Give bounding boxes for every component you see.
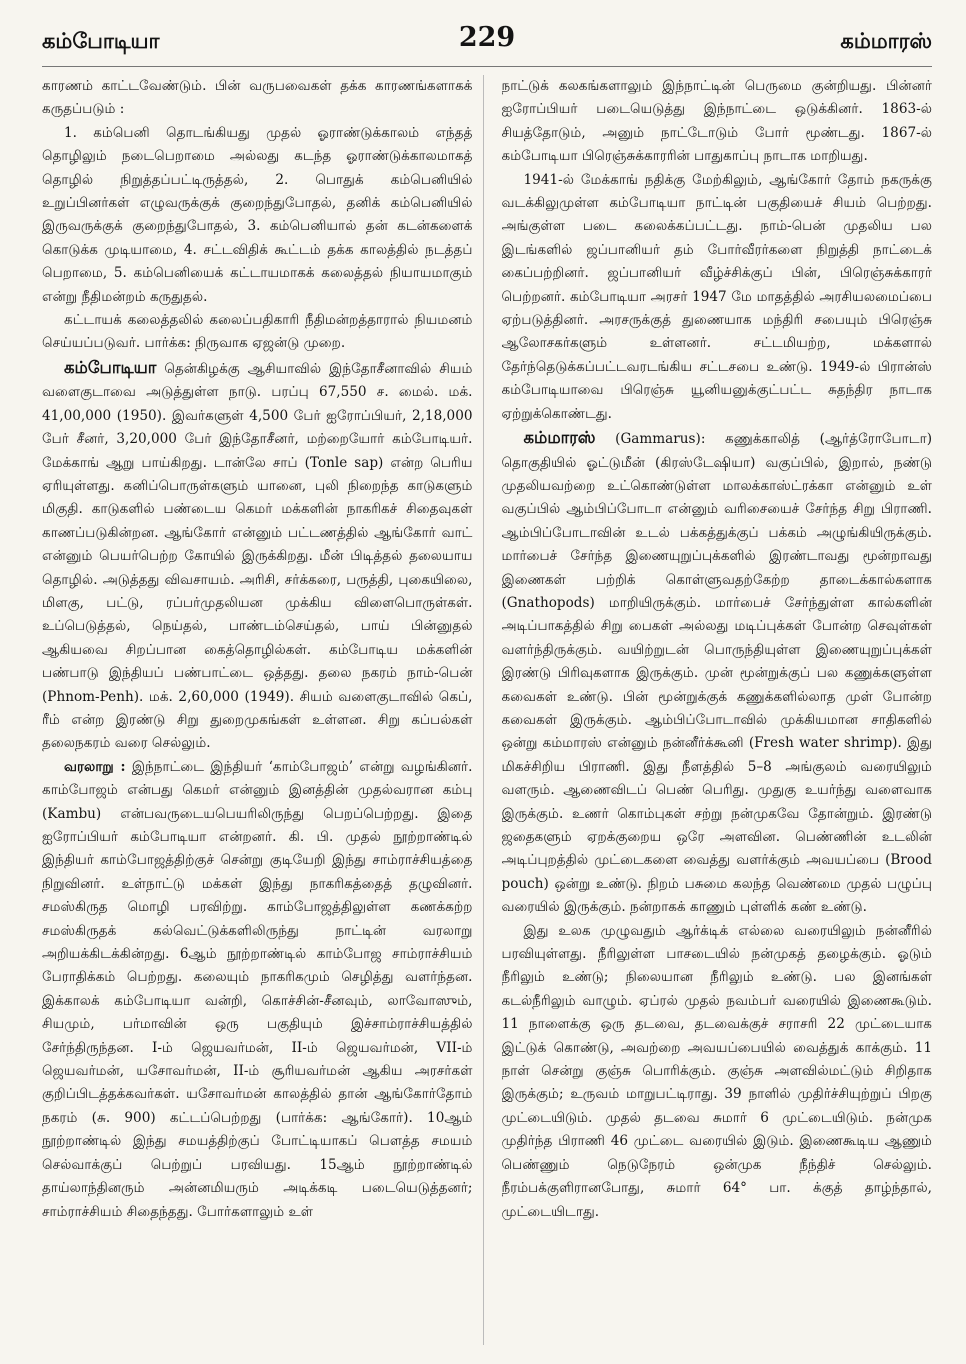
left-column — [42, 75, 484, 1345]
entry-history-text: இந்நாட்டை இந்தியர் ‘காம்போஜம்’ என்று வழங்கினர். காம்போஜம் என்பது கெமர் என்னும் இனத்தின் முதல்வரான கம்பு (Kambu) என்பவருடையபெயரிலிருந்து பெறப்பெற்றது. இதை ஐரோப்பியர் கம்போடியா என்றனர். கி. பி. முதல் நூற்றாண்டில் இந்தியர் காம்போஜத்திற்குச் சென்று குடியேறி இந்து சாம்ராச்சியத்தை நிறுவினர். உள்நாட்டு மக்கள் இந்து நாகரிகத்தைத் தழுவினர். சமஸ்கிருத மொழி பரவிற்று. காம்போஜத்திலுள்ள கணக்கற்ற சமஸ்கிருதக் கல்வெட்டுக்களிலிருந்து நாட்டின் வரலாறு அறியக்கிடக்கின்றது. 6ஆம் நூற்றாண்டில் காம்போஜ சாம்ராச்சியம் பேராதிக்கம் பெற்றது. கலையும் நாகரிகமும் செழித்து வளர்ந்தன. இக்காலக் கம்போடியா வன்றி, கொச்சின்-சீனவும், லாவோஸும், சியமும், பர்மாவின் ஒரு பகுதியும் இச்சாம்ராச்சியத்தில் சேர்ந்திருந்தன. I-ம் ஜெயவர்மன், II-ம் ஜெயவர்மன், VII-ம் ஜெயவர்மன், யசோவர்மன், II-ம் சூரியவர்மன் ஆகிய அரசர்கள் குறிப்பிடத்தக்கவர்கள். யசோவர்மன் காலத்தில் தான் ஆங்கோர்தோம் நகரம் (சு. 900) கட்டப்பெற்றது (பார்க்க: ஆங்கோர்). 10ஆம் நூற்றாண்டில் இந்து சமயத்திற்குப் போட்டியாகப் பௌத்த சமயம் செல்வாக்குப் பெற்றுப் பரவியது. 15ஆம் நூற்றாண்டில் தாய்லாந்தினரும் அன்னமியரும் அடிக்கடி படையெடுத்தனர்; சாம்ராச்சியம் சிதைந்தது. போர்களாலும் உள் — [42, 758, 473, 1220]
entry-kambodia-text: தென்கிழக்கு ஆசியாவில் இந்தோசீனாவில் சியம் வளைகுடாவை அடுத்துள்ள நாடு. பரப்பு 67,550 ச. மைல். மக். 41,00,000 (1950). இவர்களுள் 4,500 பேர் ஐரோப்பியர், 2,18,000 பேர் சீனர், 3,20,000 பேர் இந்தோசீனர், மற்றையோர் கம்போடியர். மேக்காங் ஆறு பாய்கிறது. டான்லே சாப் (Tonle sap) என்ற பெரிய ஏரியுள்ளது. கனிப்பொருள்களும் யானை, புலி நிறைந்த காடுகளும் மிகுதி. காடுகளில் பண்டைய கெமர் மக்களின் நாகரிகச் சிதைவுகள் காணப்படுகின்றன. ஆங்கோர் என்னும் பட்டணத்தில் ஆங்கோர் வாட் என்னும் பெயர்பெற்ற கோயில் இருக்கிறது. மீன் பிடித்தல் தலையாய தொழில். அடுத்தது விவசாயம். அரிசி, சர்க்கரை, பருத்தி, புகையிலை, மிளகு, பட்டு, ரப்பர்முதலியன முக்கிய விளைபொருள்கள். உப்பெடுத்தல், நெய்தல், பாண்டம்செய்தல், பாய் பின்னுதல் ஆகியவை சிறப்பான கைத்தொழில்கள். கம்போடிய மக்களின் பண்பாடு இந்தியப் பண்பாட்டை ஒத்தது. தலை நகரம் நாம்-பென் (Phnom-Penh). மக். 2,60,000 (1949). சியம் வளைகுடாவில் கெப், ரீம் என்ற இரண்டு சிறு துறைமுகங்கள் உள்ளன. சிறு கப்பல்கள் தலைநகரம் வரை செல்லும். — [42, 360, 473, 752]
header-left-title: கம்போடியா — [42, 28, 160, 53]
page-number: 229 — [458, 22, 516, 53]
paragraph-liquidator: கட்டாயக் கலைத்தலில் கலைப்பதிகாரி நீதிமன்றத்தாரால் நியமனம் செய்யப்படுவர். பார்க்க: நிருவாக ஏஜன்டு முறை. — [42, 312, 473, 352]
entry-history — [42, 756, 473, 1224]
paragraph-distribution: இது உலக முழுவதும் ஆர்க்டிக் எல்லை வரையிலும் நன்னீரில் பரவியுள்ளது. நீரிலுள்ள பாசடையில் நன்முகத் தழைக்கும். ஓடும் நீரிலும் உண்டு; நிலையான நீரிலும் உண்டு. பல இனங்கள் கடல்நீரிலும் வாழும். ஏப்ரல் முதல் நவம்பர் வரையில் இணைகூடும். 11 நாளைக்கு ஒரு தடவை, தடவைக்குச் சராசரி 22 முட்டையாக இட்டுக் கொண்டு, அவற்றை அவயப்பையில் வைத்துக் காக்கும். 11 நாள் சென்று குஞ்சு பொரிக்கும். குஞ்சு அளவில்மட்டும் சிறிதாக இருக்கும்; உருவம் மாறுபட்டிராது. 39 நாளில் முதிர்ச்சியுற்றுப் பிறகு முட்டையிடும். முதல் தடவை சுமார் 6 முட்டையிடும். நன்முக முதிர்ந்த பிராணி 46 முட்டை வரையில் இடும். இணைகூடிய ஆணும் பெண்ணும் நெடுநேரம் ஒன்முக நீந்திச் செல்லும். நீரம்பக்குளிரானபோது, சுமார் 64° பா. க்குத் தாழ்ந்தால், முட்டையிடாது. — [501, 922, 932, 1220]
entry-gammarus-text: (Gammarus): கணுக்காலித் (ஆர்த்ரோபோடா) தொகுதியில் ஓட்டுமீன் (கிரஸ்டேஷியா) வகுப்பில், இறால், நண்டு முதலியவற்றை உட்கொண்டுள்ள மாலக்காஸ்ட்ரக்கா என்னும் உள் வகுப்பில் ஆம்பிப்போடா என்னும் வரிசையைச் சேர்ந்த சிறு பிராணி. ஆம்பிப்போடாவின் உடல் பக்கத்துக்குப் பக்கம் அழுங்கியிருக்கும். மார்பைச் சேர்ந்த இணையுறுப்புக்களில் இரண்டாவது மூன்றாவது இணைகள் பற்றிக் கொள்ளுவதற்கேற்ற தாடைக்கால்களாக (Gnathopods) மாறியிருக்கும். மார்பைச் சேர்ந்துள்ள கால்களின் அடிப்பாகத்தில் சிறு பைகள் அல்லது மடிப்புக்கள் போன்ற செவுள்கள் வளர்ந்திருக்கும். வயிற்றுடன் பொருந்தியுள்ள இணையுறுப்புக்கள் இரண்டு பிரிவுகளாக இருக்கும். முன் மூன்றுக்குப் பல கணுக்களுள்ள கவைகள் உண்டு. பின் மூன்றுக்குக் கணுக்களில்லாத முள் போன்ற கவைகள் இருக்கும். ஆம்பிப்போடாவில் முக்கியமான சாதிகளில் ஒன்று கம்மாரஸ் என்னும் நன்னீர்க்கூனி (Fresh water shrimp). இது மிகச்சிறிய பிராணி. இது நீளத்தில் 5–8 அங்குலம் வரையிலும் வளரும். ஆணைவிடப் பெண் பெரிது. முதுகு உயர்ந்து வளைவாக இருக்கும். உணர் கொம்புகள் சற்று நன்முகவே தோன்றும். இரண்டு ஜதைகளும் ஏறக்குறைய ஒரே அளவின. பெண்ணின் உடலின் அடிப்புறத்தில் முட்டைகளை வைத்து வளர்க்கும் அவயப்பை (Brood pouch) ஒன்று உண்டு. நிறம் பசுமை கலந்த வெண்மை முதல் பழுப்பு வரையில் இருக்கும். நன்றாகக் காணும் புள்ளிக் கண் உண்டு. — [501, 431, 932, 916]
right-column — [502, 75, 933, 1345]
headword-gammarus: கம்மாரஸ் — [523, 428, 596, 448]
entry-gammarus — [502, 426, 933, 920]
headword-kambodia: கம்போடியா — [64, 357, 157, 377]
subhead-history: வரலாறு : — [64, 758, 126, 775]
paragraph-history-cont: நாட்டுக் கலகங்களாலும் இந்நாட்டின் பெருமை குன்றியது. பின்னர் ஐரோப்பியர் படையெடுத்து இந்நாட்டை ஒடுக்கினர். 1863-ல் சியத்தோடும், அனும் நாட்டோடும் போர் மூண்டது. 1867-ல் கம்போடியா பிரெஞ்சுக்காரரின் பாதுகாப்பு நாடாக மாறியது. — [501, 78, 932, 165]
page-header — [42, 22, 932, 67]
paragraph-1941: 1941-ல் மேக்காங் நதிக்கு மேற்கிலும், ஆங்கோர் தோம் நகருக்கு வடக்கிலுமுள்ள கம்போடியா நாட்டின் பகுதியைச் சியம் பெற்றது. அங்குள்ள படை கலைக்கப்பட்டது. நாம்-பென் முதலிய பல இடங்களில் ஜப்பானியர் தம் போர்வீரர்களை நிறுத்தி நாட்டைக் கைப்பற்றினர். ஜப்பானியர் வீழ்ச்சிக்குப் பின், பிரெஞ்சுக்காரர் பெற்றனர். கம்போடியா அரசர் 1947 மே மாதத்தில் அரசியலமைப்பை ஏற்படுத்தினர். அரசருக்குத் துணையாக மந்திரி சபையும் பிரெஞ்சு ஆலோசகர்களும் உள்ளனர். சட்டமியற்ற, மக்களால் தேர்ந்தெடுக்கப்பட்டவரடங்கிய சட்டசபை உண்டு. 1949-ல் பிரான்ஸ் கம்போடியாவை பிரெஞ்சு யூனியனுக்குட்பட்ட சுதந்திர நாடாக ஏற்றுக்கொண்டது. — [501, 171, 932, 422]
entry-kambodia — [42, 356, 473, 756]
text-columns — [42, 75, 932, 1345]
paragraph-intro: காரணம் காட்டவேண்டும். பின் வருபவைகள் தக்க காரணங்களாகக் கருதப்படும் : — [42, 78, 473, 118]
paragraph-reasons: 1. கம்பெனி தொடங்கியது முதல் ஓராண்டுக்காலம் எந்தத் தொழிலும் நடைபெறாமை அல்லது கடந்த ஓராண்டுக்காலமாகத் தொழில் நிறுத்தப்பட்டிருத்தல், 2. பொதுக் கம்பெனியில் உறுப்பினர்கள் எழுவருக்குக் குறைந்துபோதல், தனிக் கம்பெனியில் இருவருக்குக் குறைந்துபோதல், 3. கம்பெனியால் தன் கடன்களைக் கொடுக்க முடியாமை, 4. சட்டவிதிக் கூட்டம் தக்க காலத்தில் நடத்தப் பெறாமை, 5. கம்பெனியைக் கட்டாயமாகக் கலைத்தல் நியாயமாகும் என்று நீதிமன்றம் கருதுதல். — [42, 124, 473, 305]
header-right-title: கம்மாரஸ் — [840, 28, 932, 53]
